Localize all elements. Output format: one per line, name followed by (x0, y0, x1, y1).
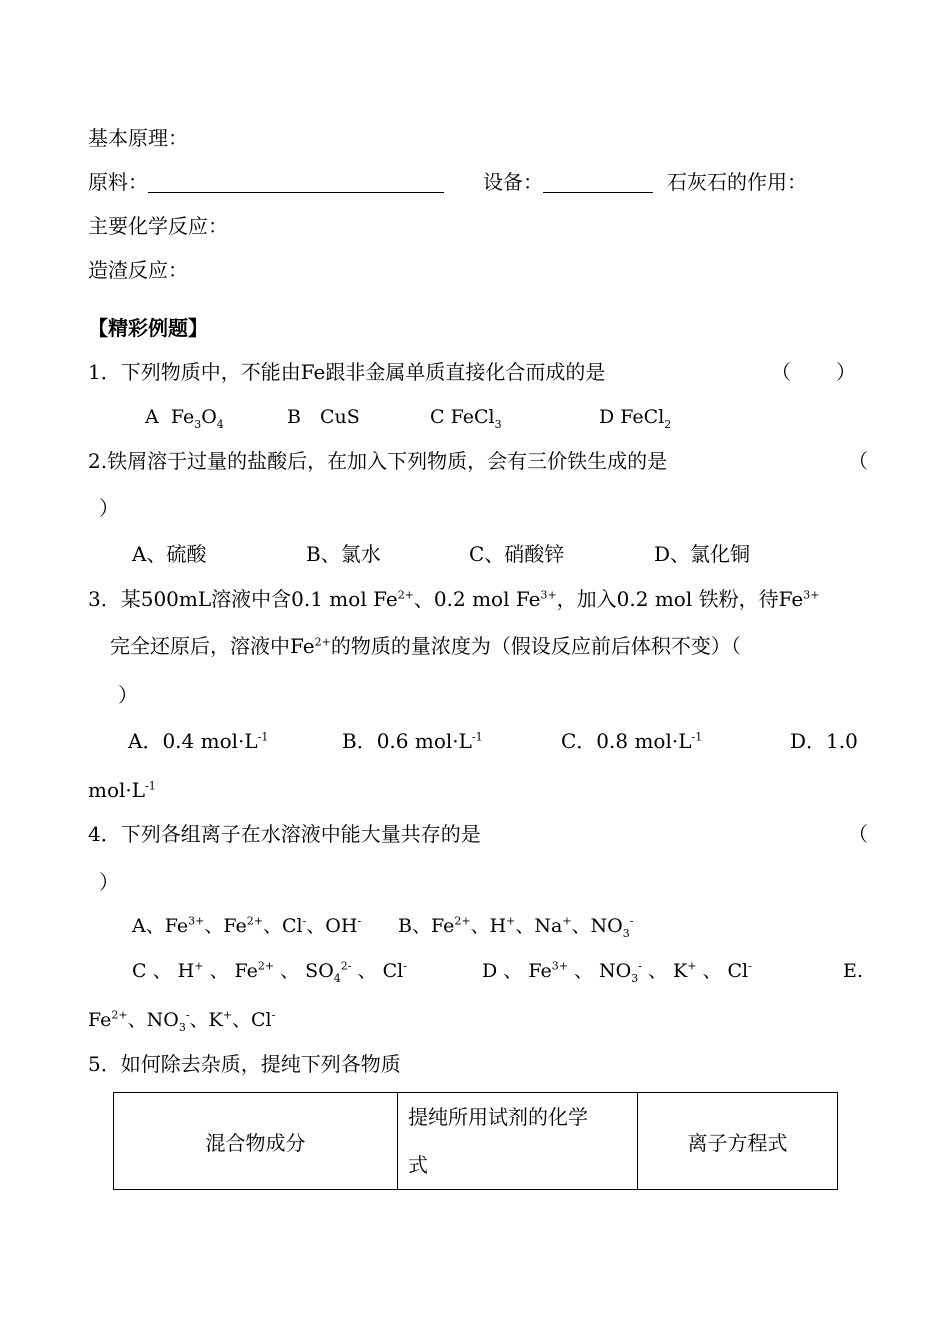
header-reagent-text-1: 提纯所用试剂的化学 (408, 1105, 588, 1129)
q4-answer-paren-open: （ (848, 822, 868, 846)
q3-option-a: A．0.4 $mol\cdot L^{-1}$ (128, 729, 269, 753)
q3-option-c: C．0.8 $mol\cdot L^{-1}$ (561, 729, 703, 753)
q2-answer-paren-close: ） (99, 496, 119, 520)
materials-blank[interactable] (148, 172, 444, 193)
q4-option-c: C 、 H+ 、 $Fe^{2+}$ 、 $SO_4^{2-}$ 、 Cl- (132, 959, 407, 985)
limestone-role-label: 石灰石的作用： (667, 170, 807, 194)
q2-stem: 2.铁屑溶于过量的盐酸后，在加入下列物质，会有三价铁生成的是 (88, 449, 668, 473)
q1-stem: 1．下列物质中，不能由Fe跟非金属单质直接化合而成的是 (88, 360, 606, 384)
slag-reaction-label: 造渣反应： (88, 258, 188, 282)
q3-option-a-text: A．0.4 mol·L (128, 729, 258, 753)
q3-text-5: 的物质的量浓度为（假设反应前后体积不变）（ (330, 634, 741, 658)
q1-option-d: D FeCl$_2$ (599, 406, 672, 431)
header-ionic-equation-text: 离子方程式 (687, 1130, 788, 1155)
q3-option-d-unit: $mol\cdot L^{-1}$ (88, 778, 156, 802)
materials-label: 原料： (88, 170, 148, 194)
q1-option-a: A $Fe_3O_4$ (145, 406, 224, 431)
q3-answer-paren-close: ） (118, 683, 138, 707)
q4-option-e: $Fe^{2+}$、$NO_3^-$、K+、Cl- (88, 1008, 276, 1034)
principle-label: 基本原理： (88, 126, 188, 150)
q2-option-b: B、氯水 (306, 542, 381, 566)
q3-text-3: ，加入0.2 mol 铁粉，待Fe (556, 587, 804, 611)
q4-stem: 4．下列各组离子在水溶液中能大量共存的是 (88, 822, 481, 846)
q3-option-b-text: B．0.6 mol·L (342, 729, 472, 753)
q4-option-a: A、$Fe^{3+}$、$Fe^{2+}$、Cl-、OH- (132, 914, 362, 937)
q2-option-d: D、氯化铜 (654, 542, 751, 566)
section-title: 【精彩例题】 (88, 316, 208, 340)
q1-option-c: C FeCl$_3$ (430, 406, 502, 431)
q4-option-d: D 、 $Fe^{3+}$ 、 $NO_3^-$ 、 K+ 、 Cl- (482, 959, 752, 985)
q5-stem: 5．如何除去杂质，提纯下列各物质 (88, 1052, 401, 1076)
q4-option-e-letter: E. (843, 960, 863, 982)
q1-option-a-letter: A (145, 406, 159, 428)
q3-option-d: D．1.0 (790, 729, 858, 753)
q2-option-c: C、硝酸锌 (469, 542, 565, 566)
header-mixture (114, 1093, 398, 1190)
purification-table (113, 1092, 838, 1190)
header-ionic-equation (638, 1093, 838, 1190)
q1-option-d-text: D FeCl (599, 406, 665, 428)
equipment-row (483, 172, 653, 193)
q3-text-2: 、0.2 mol Fe (413, 587, 541, 611)
q1-answer-paren-open: （ (771, 360, 791, 384)
q1-option-c-text: C FeCl (430, 406, 495, 428)
equipment-blank[interactable] (543, 172, 653, 193)
q2-option-a: A、硫酸 (132, 542, 207, 566)
table-header-row (114, 1093, 838, 1190)
q3-option-b: B．0.6 $mol\cdot L^{-1}$ (342, 729, 483, 753)
materials-row (88, 172, 444, 193)
q3-option-d-unit-text: mol·L (88, 778, 146, 802)
equipment-label: 设备： (483, 170, 543, 194)
q2-answer-paren-open: （ (848, 449, 868, 473)
q4-answer-paren-close: ） (99, 870, 119, 894)
q3-stem-line1: 3．某500mL溶液中含0.1 mol $Fe^{2+}$、0.2 mol $Fe^{3+}$，加入0.2 mol 铁粉，待$Fe^{3+}$ (88, 587, 820, 611)
header-reagent (398, 1093, 638, 1190)
q3-text-4: 完全还原后，溶液中Fe (110, 634, 315, 658)
header-reagent-text-2: 式 (408, 1153, 428, 1177)
main-reaction-label: 主要化学反应： (88, 214, 228, 238)
q3-stem-line2: 完全还原后，溶液中$Fe^{2+}$的物质的量浓度为（假设反应前后体积不变）（ (110, 634, 741, 658)
q3-option-c-text: C．0.8 mol·L (561, 729, 692, 753)
q1-option-b: B CuS (287, 406, 360, 428)
q4-option-b: B、$Fe^{2+}$、H+、Na+、$NO_3^-$ (398, 914, 634, 940)
q3-text-1: 3．某500mL溶液中含0.1 mol Fe (88, 587, 398, 611)
q1-answer-paren-close: ） (836, 360, 856, 384)
header-mixture-text: 混合物成分 (205, 1130, 306, 1155)
